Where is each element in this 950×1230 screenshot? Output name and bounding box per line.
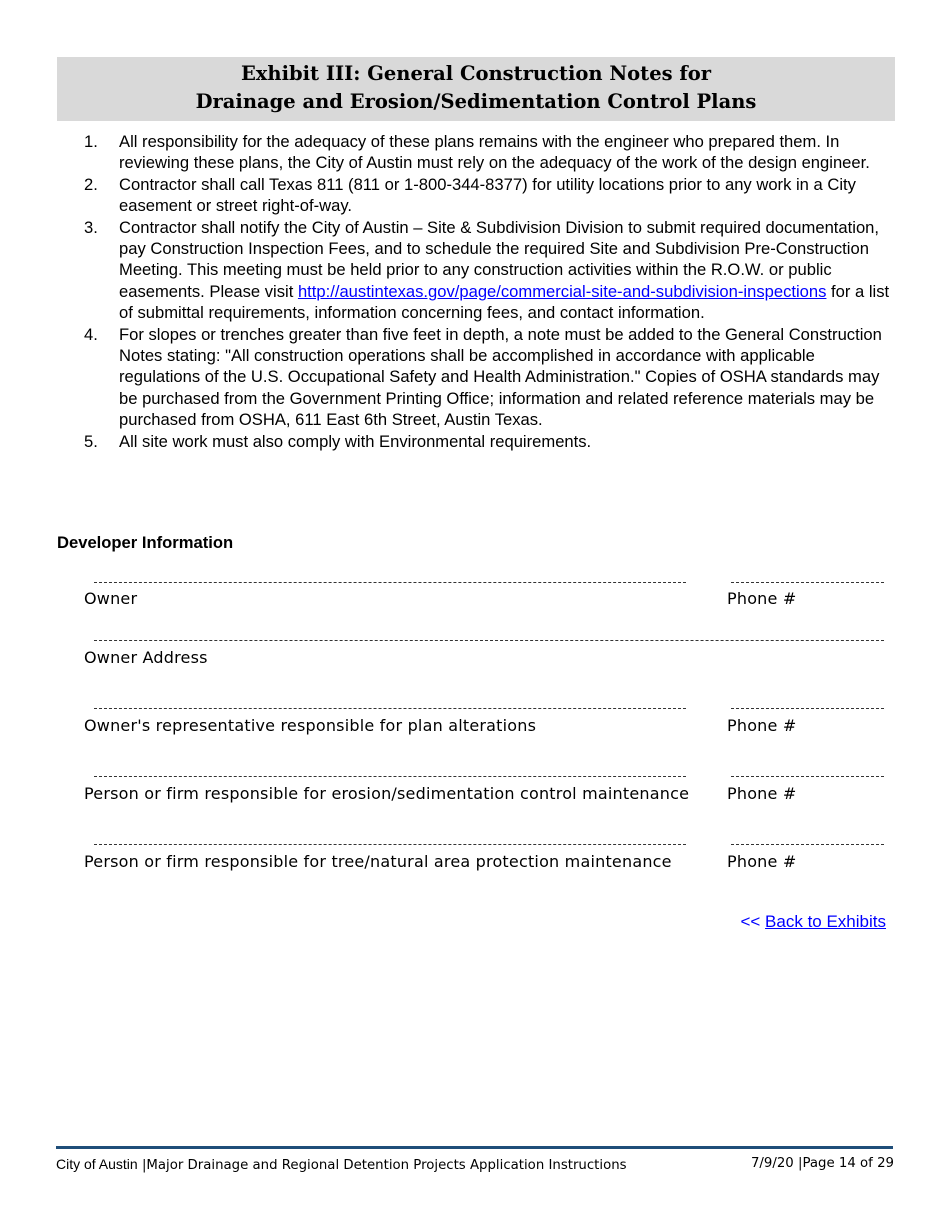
tree-phone-line[interactable] <box>731 844 884 845</box>
note-number: 5. <box>84 431 98 451</box>
rep-label: Owner's representative responsible for plan alterations <box>84 716 537 735</box>
note-number: 2. <box>84 174 98 194</box>
construction-notes-list <box>84 131 899 452</box>
owner-phone-line[interactable] <box>731 582 884 583</box>
tree-phone-label: Phone # <box>727 852 797 871</box>
owner-phone-label: Phone # <box>727 589 797 608</box>
erosion-label: Person or firm responsible for erosion/sedimentation control maintenance <box>84 784 690 803</box>
owner-address-label: Owner Address <box>84 648 208 667</box>
note-number: 3. <box>84 217 98 237</box>
back-to-exhibits-link[interactable]: Back to Exhibits <box>765 912 886 931</box>
tree-label: Person or firm responsible for tree/natural area protection maintenance <box>84 852 672 871</box>
note-text: All responsibility for the adequacy of these plans remains with the engineer who prepared them. In reviewing these plans, the City of Austin must rely on the adequacy of the work of the design engineer. <box>119 132 870 173</box>
note-text: Contractor shall call Texas 811 (811 or 1-800-344-8377) for utility locations prior to any work in a City easement or street right-of-way. <box>119 174 856 216</box>
note-item-4 <box>84 324 899 431</box>
footer-divider <box>56 1146 893 1149</box>
owner-signature-line[interactable] <box>94 582 686 583</box>
erosion-signature-line[interactable] <box>94 776 686 777</box>
exhibit-title <box>57 57 895 121</box>
developer-info-heading: Developer Information <box>57 533 234 552</box>
exhibit-title-line-1: Exhibit III: General Construction Notes for <box>240 62 712 85</box>
erosion-phone-label: Phone # <box>727 784 797 803</box>
rep-phone-line[interactable] <box>731 708 884 709</box>
rep-phone-label: Phone # <box>727 716 797 735</box>
inspections-link[interactable]: http://austintexas.gov/page/commercial-site-and-subdivision-inspections <box>297 281 827 301</box>
owner-address-line[interactable] <box>94 640 884 641</box>
owner-label: Owner <box>84 589 138 608</box>
back-to-exhibits <box>740 912 886 932</box>
note-item-2 <box>84 174 899 217</box>
note-text: Contractor shall notify the City of Austin – Site & Subdivision Division to submit required documentation, pay Construction Inspection Fees, and to schedule the required Site and Subdivision Pre-Construction Meeting. This meeting must be held prior to any construction activities within the R.O.W. or public easements. Please visit <box>119 217 880 301</box>
note-item-5 <box>84 431 899 452</box>
tree-signature-line[interactable] <box>94 844 686 845</box>
footer-date-page: 7/9/20 |Page 14 of 29 <box>750 1156 894 1171</box>
note-text: All site work must also comply with Environmental requirements. <box>119 431 592 451</box>
footer-city: City of Austin <box>56 1156 138 1172</box>
note-number: 4. <box>84 324 98 344</box>
note-item-3 <box>84 217 899 324</box>
exhibit-title-line-2: Drainage and Erosion/Sedimentation Control Plans <box>195 90 757 113</box>
back-arrow-prefix: << <box>740 912 766 931</box>
note-text-continued: for a list of submittal requirements, information concerning fees, and contact information. <box>119 281 890 323</box>
note-text: For slopes or trenches greater than five feet in depth, a note must be added to the General Construction Notes stating: "All construction operations shall be accomplished in accordance with applicable regulations of the U.S. Occupational Safety and Health Administration." Copies of OSHA standards may be purchased from the Government Printing Office; information and related reference materials may be purchased from OSHA, 611 East 6th Street, Austin Texas. <box>119 324 882 430</box>
erosion-phone-line[interactable] <box>731 776 884 777</box>
note-number: 1. <box>84 132 98 151</box>
footer-left <box>56 1156 627 1173</box>
footer-document-title: |Major Drainage and Regional Detention Projects Application Instructions <box>141 1158 627 1173</box>
rep-signature-line[interactable] <box>94 708 686 709</box>
note-item-1 <box>84 131 899 174</box>
